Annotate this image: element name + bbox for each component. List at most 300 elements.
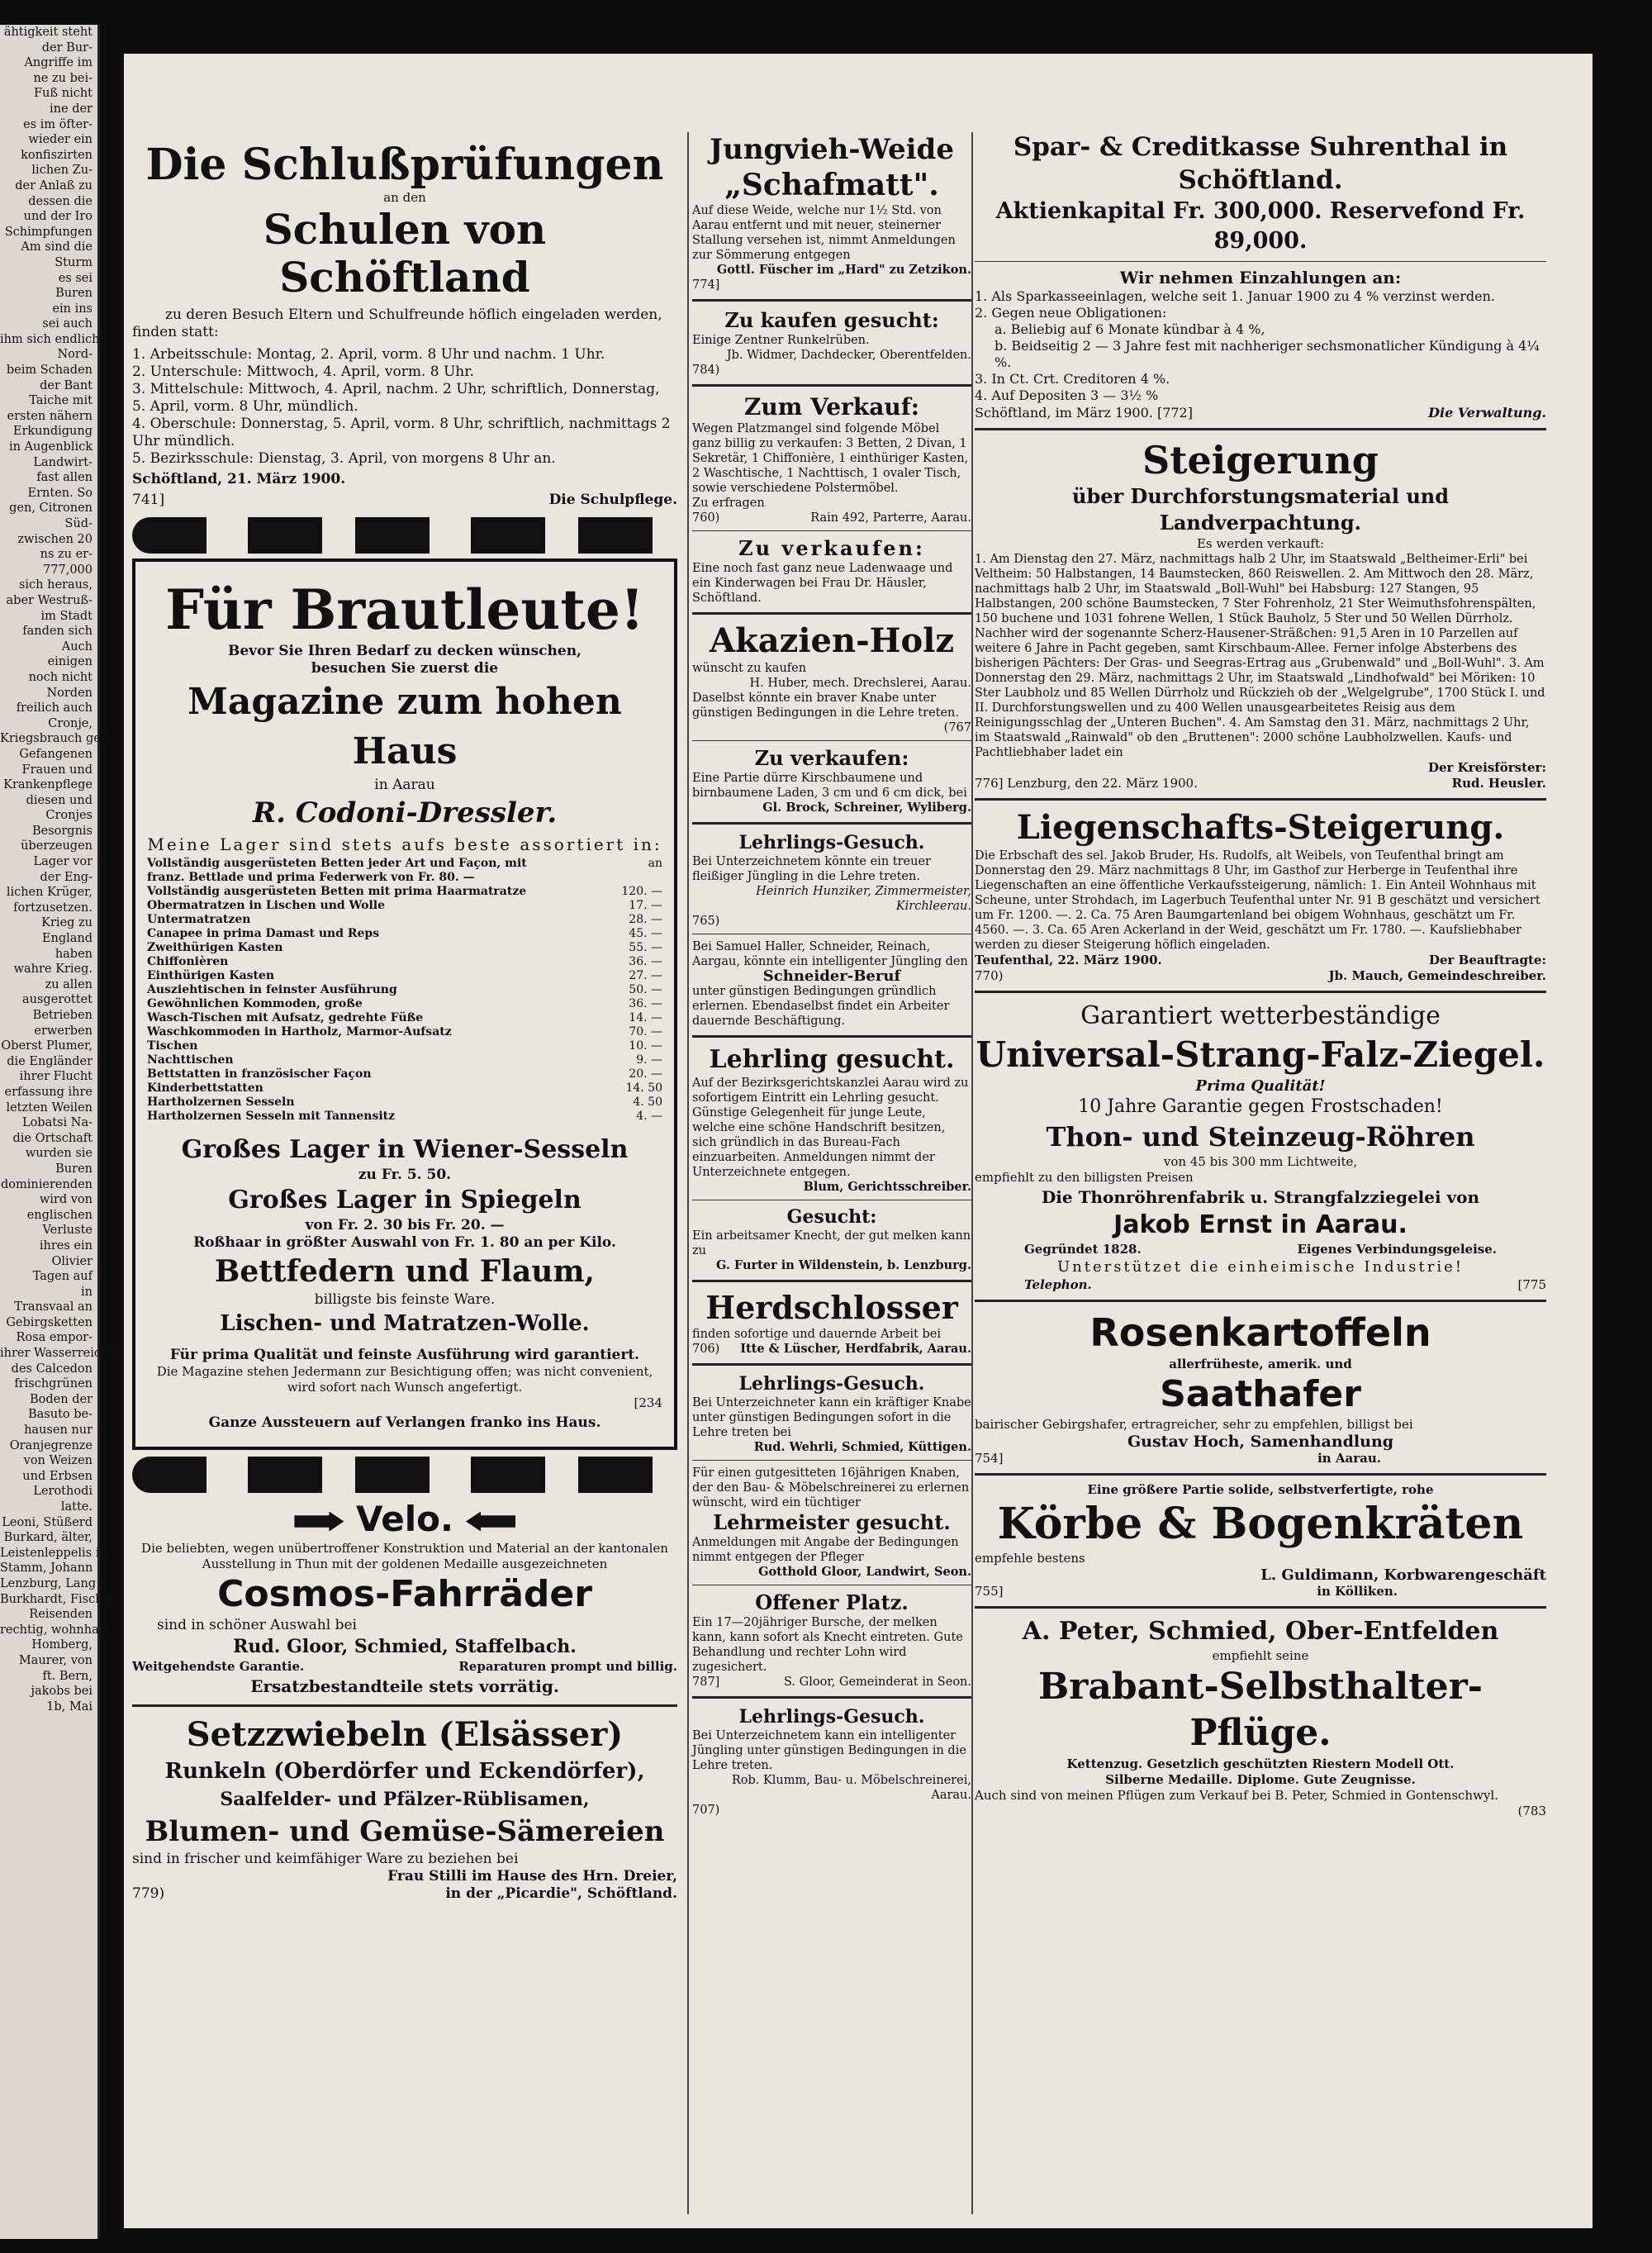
bride-shop: Magazine zum hohen Haus xyxy=(188,681,622,772)
left-strip-line: der Eng- xyxy=(40,870,93,884)
verk1-text: Wegen Platzmangel sind folgende Möbel ganz billig zu verkaufen: 3 Betten, 2 Divan, 1 Sekretär, 1 Chiffonière, 1 einthüriger Kasten, 2 Waschtische, 1 Nachttisch, 1 ovaler Tisch, sowie verschiedene Polstermöbel. xyxy=(692,422,969,495)
left-strip-line: ihrer Flucht xyxy=(19,1070,93,1084)
bank-ad xyxy=(975,131,1546,421)
price-row xyxy=(147,941,662,955)
velo-repair: Reparaturen prompt und billig. xyxy=(458,1659,677,1674)
herd-text: finden sofortige und dauernde Arbeit bei xyxy=(692,1328,941,1341)
bride-wiener: Großes Lager in Wiener-Sesseln xyxy=(181,1135,629,1164)
price-row xyxy=(147,1110,662,1124)
left-strip-line: Schimpfungen xyxy=(4,225,93,239)
pointing-hand-icon xyxy=(294,1512,344,1532)
verk2-title: Zu verkaufen: xyxy=(738,536,925,560)
bride-num: [234 xyxy=(634,1395,662,1410)
left-strip-line: Fuß nicht xyxy=(34,87,93,101)
liegenschaft-title: Liegenschafts-Steigerung. xyxy=(1016,808,1505,847)
bank-item: a. Beliebig auf 6 Monate kündbar à 4 %, xyxy=(995,321,1265,337)
price-value: 55. — xyxy=(629,941,662,954)
left-strip-line: hausen nur xyxy=(24,1424,93,1438)
left-strip-line: Lerothodi xyxy=(33,1485,93,1499)
left-strip-line: sich heraus, xyxy=(18,578,93,592)
bride-stock: Meine Lager sind stets aufs beste assortiert in: xyxy=(147,834,662,854)
velo-sold: sind in schöner Auswahl bei xyxy=(157,1617,357,1633)
verk3-title: Zu verkaufen: xyxy=(754,746,909,770)
kartoffel-title2: Saathafer xyxy=(1160,1373,1361,1415)
verk3-sign: Gl. Brock, Schreiner, Wyliberg. xyxy=(762,801,971,815)
exam-subtitle: Schulen von Schöftland xyxy=(263,205,547,302)
steigerung-subtitle: über Durchforstungsmaterial und Landverpachtung. xyxy=(1072,484,1449,535)
price-row xyxy=(147,997,662,1011)
bank-item: 4. Auf Depositen 3 — 3½ % xyxy=(975,387,1159,403)
price-value: an xyxy=(648,857,662,870)
left-strip-line: und Erbsen xyxy=(22,1469,93,1483)
velo-title: Velo. xyxy=(356,1499,453,1539)
left-strip-line: ihm sich endlich xyxy=(0,332,100,346)
left-strip-line: Burkhardt, Fischer, xyxy=(0,1592,119,1606)
left-strip-line: erfassung ihre xyxy=(4,1085,93,1099)
left-strip-line: Basuto be- xyxy=(27,1408,93,1422)
velo-ad xyxy=(132,1498,677,1698)
left-strip-line: Sturm xyxy=(55,255,93,269)
velo-brand: Cosmos-Fahrräder xyxy=(217,1573,592,1615)
ziegel-prima: Prima Qualität! xyxy=(1195,1077,1326,1095)
price-item: Gewöhnlichen Kommoden, große xyxy=(147,997,363,1010)
price-item: Einthürigen Kasten xyxy=(147,969,275,982)
steigerung-ad xyxy=(975,437,1546,791)
lehr1-text: Bei Unterzeichnetem könnte ein treuer fleißiger Jüngling in die Lehre treten. xyxy=(692,855,931,883)
bride-wiener-price: zu Fr. 5. 50. xyxy=(358,1167,452,1183)
bank-sign: Die Verwaltung. xyxy=(1428,405,1546,421)
left-strip-line: die Engländer xyxy=(7,1054,93,1068)
ziegel-guarantee: 10 Jahre Garantie gegen Frostschaden! xyxy=(1078,1096,1443,1117)
left-strip-line: und der Iro xyxy=(23,210,93,224)
price-item: Kinderbettstatten xyxy=(147,1081,263,1095)
left-strip-line: ne zu bei- xyxy=(33,71,93,85)
pfluege-line2: Kettenzug. Gesetzlich geschützten Riestern Modell Ott. xyxy=(1066,1756,1455,1771)
ziegel-line1: Garantiert wetterbeständige xyxy=(1080,1001,1441,1030)
price-value: 50. — xyxy=(629,983,662,996)
left-strip-line: fortzusetzen. xyxy=(13,901,93,915)
verk2-text: Eine noch fast ganz neue Ladenwaage und ein Kinderwagen bei Frau Dr. Häusler, Schöftland. xyxy=(692,562,953,605)
weide-sign: Gottl. Füscher im „Hard" zu Zetzikon. xyxy=(716,263,971,277)
left-strip-line: ine der xyxy=(50,102,93,116)
price-value: 20. — xyxy=(629,1067,662,1081)
price-row xyxy=(147,1025,662,1039)
left-strip-line: die Ortschaft xyxy=(12,1131,93,1145)
left-strip-line: Auch xyxy=(61,639,93,654)
bank-item: 3. In Ct. Crt. Creditoren 4 %. xyxy=(975,371,1170,387)
koerbe-ad xyxy=(975,1482,1546,1599)
velo-text: Die beliebten, wegen unübertroffener Konstruktion und Material an der kantonalen Ausstellung in Thun mit der goldenen Medaille ausgezeichneten xyxy=(141,1541,668,1571)
herd-title: Herdschlosser xyxy=(705,1289,958,1326)
left-strip-line: Landwirt- xyxy=(33,455,93,469)
seeds-line1: Runkeln (Oberdörfer und Eckendörfer), xyxy=(164,1759,645,1784)
verk1-title: Zum Verkauf: xyxy=(743,393,920,421)
platz-text: Ein 17—20jähriger Bursche, der melken kann, kann sofort als Knecht eintreten. Gute Behandlung und rechter Lohn wird zugesichert. xyxy=(692,1616,963,1674)
verk1-num: 760) xyxy=(692,511,720,525)
price-item: Chiffonièren xyxy=(147,955,229,968)
price-item: Hartholzernen Sesseln mit Tannensitz xyxy=(147,1110,396,1123)
left-strip-line: beim Schaden xyxy=(6,364,93,378)
exam-item: 2. Unterschule: Mittwoch, 4. April, vorm. 8 Uhr. xyxy=(132,364,474,380)
bride-open: Die Magazine stehen Jedermann zur Besichtigung offen; was nicht convenient, wird sofort nach Wunsch angefertigt. xyxy=(156,1364,653,1395)
price-row xyxy=(147,927,662,941)
price-row xyxy=(147,1067,662,1081)
verk3-text: Eine Partie dürre Kirschbaumene und birnbaumene Laden, 3 cm und 6 cm dick, bei xyxy=(692,772,967,800)
bride-federn-sub: billigste bis feinste Ware. xyxy=(314,1291,496,1308)
bank-intro: Wir nehmen Einzahlungen an: xyxy=(1119,268,1402,288)
ziegel-num: [775 xyxy=(1517,1277,1546,1292)
left-strip-line: Gebirgsketten xyxy=(6,1315,93,1329)
price-row xyxy=(147,1011,662,1025)
koerbe-title: Körbe & Bogenkräten xyxy=(997,1499,1524,1549)
ziegel-owner: Jakob Ernst in Aarau. xyxy=(1113,1210,1408,1239)
left-strip-line: dominierenden xyxy=(0,1177,93,1191)
bride-rosshaar: Roßhaar in größter Auswahl von Fr. 1. 80 an per Kilo. xyxy=(193,1234,616,1251)
price-row xyxy=(147,983,662,997)
left-strip-line: in Augenblick xyxy=(8,440,93,454)
schneider-text: Bei Samuel Haller, Schneider, Reinach, Aargau, könnte ein intelligenter Jüngling den xyxy=(692,940,968,968)
liegenschaft-office: Der Beauftragte: xyxy=(1428,953,1546,967)
price-row xyxy=(147,913,662,927)
exam-num: 741] xyxy=(132,492,165,508)
ziegel-support: Unterstützet die einheimische Industrie! xyxy=(1057,1258,1464,1276)
ziegel-tel: Telephon. xyxy=(1024,1277,1092,1292)
platz-sign: S. Gloor, Gemeinderat in Seon. xyxy=(784,1675,971,1689)
kartoffel-city: in Aarau. xyxy=(1317,1451,1381,1466)
seeds-title: Setzzwiebeln (Elsässer) xyxy=(186,1715,624,1754)
left-strip-line: zu allen xyxy=(45,977,93,991)
gesucht-text: Ein arbeitsamer Knecht, der gut melken kann zu xyxy=(692,1229,971,1257)
liegenschaft-sign: Jb. Mauch, Gemeindeschreiber. xyxy=(1328,968,1546,983)
left-strip-line: wahre Krieg. xyxy=(13,963,93,977)
price-value: 36. — xyxy=(629,955,662,968)
left-strip-line: der Anlaß zu xyxy=(15,178,93,193)
steigerung-sign: Rud. Heusler. xyxy=(1451,776,1546,791)
gesucht-title: Gesucht: xyxy=(786,1206,877,1228)
left-strip-line: Boden der xyxy=(30,1392,93,1406)
gesucht-sign: G. Furter in Wildenstein, b. Lenzburg. xyxy=(715,1258,971,1272)
price-item: Untermatratzen xyxy=(147,913,251,926)
left-strip-line: latte. xyxy=(60,1500,93,1514)
left-strip-line: Leoni, Stüßerd xyxy=(2,1515,93,1529)
lehr2-title: Lehrlings-Gesuch. xyxy=(738,1373,925,1395)
lehrling-text: Auf der Bezirksgerichtskanzlei Aarau wird zu sofortigem Eintritt ein Lehrling gesucht. Günstige Gelegenheit für junge Leute, welche eine schöne Handschrift besitzen, sich gründlich in das Bureau-Fach einzuarbeiten. Anmeldungen nimmt der Unterzeichnete entgegen. xyxy=(692,1077,969,1179)
left-page-strip xyxy=(0,25,124,2239)
kartoffel-line1: allerfrüheste, amerik. und xyxy=(1169,1357,1352,1371)
price-item: Zweithürigen Kasten xyxy=(147,941,283,954)
ziegel-ad xyxy=(975,1000,1546,1293)
bride-wolle: Lischen- und Matratzen-Wolle. xyxy=(220,1311,590,1336)
ornament-divider xyxy=(132,1457,677,1493)
left-strip-line: Homberg, xyxy=(31,1638,93,1652)
exam-place-date: Schöftland, 21. März 1900. xyxy=(132,471,346,487)
price-value: 9. — xyxy=(636,1053,662,1067)
platz-num: 787] xyxy=(692,1675,720,1689)
column-1 xyxy=(132,124,677,1903)
lehrling-title: Lehrling gesucht. xyxy=(709,1045,955,1074)
velo-seller: Rud. Gloor, Schmied, Staffelbach. xyxy=(233,1636,577,1657)
left-strip-line: überzeugen xyxy=(21,839,93,853)
lehr3-num: 707) xyxy=(692,1804,720,1817)
left-strip-line: ihrer Wasserreichen xyxy=(0,1347,124,1361)
liegenschaft-place-date: Teufenthal, 22. März 1900. xyxy=(975,953,1162,967)
bride-spiegel: Großes Lager in Spiegeln xyxy=(228,1186,582,1214)
akazie-text2: Daselbst könnte ein braver Knabe unter günstigen Bedingungen in die Lehre treten. xyxy=(692,692,960,720)
exam-item: 5. Bezirksschule: Dienstag, 3. April, von morgens 8 Uhr an. xyxy=(132,450,556,467)
kartoffel-ad xyxy=(975,1309,1546,1466)
price-item: Vollständig ausgerüsteten Betten mit prima Haarmatratze xyxy=(147,885,527,898)
koerbe-city: in Kölliken. xyxy=(1317,1584,1398,1599)
left-strip-line: freilich auch xyxy=(16,701,93,715)
bank-place-date: Schöftland, im März 1900. xyxy=(975,405,1153,421)
bank-item: 1. Als Sparkasseeinlagen, welche seit 1. Januar 1900 zu 4 % verzinst werden. xyxy=(975,288,1495,304)
left-strip-line: Betrieben xyxy=(32,1009,93,1022)
exam-item: 1. Arbeitsschule: Montag, 2. April, vorm. 8 Uhr und nachm. 1 Uhr. xyxy=(132,346,605,363)
left-strip-line: einigen xyxy=(47,655,93,669)
price-value: 45. — xyxy=(629,927,662,940)
left-strip-line: Cronje, xyxy=(48,716,93,730)
bride-city: in Aarau xyxy=(374,777,435,793)
left-strip-line: Lager vor xyxy=(33,855,93,869)
pfluege-line4: Auch sind von meinen Pflügen zum Verkauf bei B. Peter, Schmied in Gontenschwyl. xyxy=(975,1788,1498,1803)
exam-notice xyxy=(132,140,677,509)
left-strip-line: wird von xyxy=(39,1193,93,1207)
left-strip-line: Besorgnis xyxy=(31,824,93,838)
left-strip-line: des Calcedon xyxy=(11,1362,93,1376)
bank-item: b. Beidseitig 2 — 3 Jahre fest mit nachheriger sechsmonatlicher Kündigung à 4¼ %. xyxy=(995,338,1540,370)
left-strip-line: es im öfter- xyxy=(23,117,93,131)
price-value: 70. — xyxy=(629,1025,662,1039)
verk1-ask: Zu erfragen xyxy=(692,497,765,510)
price-row xyxy=(147,969,662,983)
kartoffel-num: 754] xyxy=(975,1451,1004,1466)
platz-title: Offener Platz. xyxy=(755,1590,909,1614)
left-strip-line: Reisenden xyxy=(29,1608,93,1622)
price-value: 120. — xyxy=(621,885,662,898)
price-item: Ausziehtischen in feinster Ausführung xyxy=(147,983,397,996)
lehr1-num: 765) xyxy=(692,915,720,928)
price-row xyxy=(147,885,662,899)
schneider-text2: unter günstigen Bedingungen gründlich erlernen. Ebendaselbst findet ein Arbeiter dauernde Beschäftigung. xyxy=(692,985,950,1028)
left-strip-line: Kriegsbrauch ge- xyxy=(0,732,105,746)
bride-guarantee: Für prima Qualität und feinste Ausführung wird garantiert. xyxy=(169,1347,640,1363)
pfluege-title: Brabant-Selbsthalter-Pflüge. xyxy=(1037,1666,1483,1754)
weide-text: Auf diese Weide, welche nur 1½ Std. von Aarau entfernt und mit neuer, steinerner Stallung versehen ist, nimmt Anmeldungen zur Sömmerung entgegen xyxy=(692,204,956,262)
price-row xyxy=(147,1096,662,1110)
bride-title: Für Brautleute! xyxy=(165,578,644,642)
left-strip-line: gen, Citronen xyxy=(9,501,93,516)
exam-item: 3. Mittelschule: Mittwoch, 4. April, nachm. 2 Uhr, schriftlich, Donnerstag, 5. April, vorm. 8 Uhr, mündlich. xyxy=(132,381,660,415)
left-strip-line: Olivier xyxy=(51,1254,93,1268)
seeds-line4: sind in frischer und keimfähiger Ware zu beziehen bei xyxy=(132,1851,519,1867)
left-strip-line: Lenzburg, Lang xyxy=(0,1576,97,1590)
akazie-sign: H. Huber, mech. Drechslerei, Aarau. xyxy=(749,677,971,690)
price-value: 4. — xyxy=(636,1110,662,1123)
left-strip-line: rechtig, wohnhaft xyxy=(0,1623,108,1637)
left-strip-line: frischgrünen xyxy=(14,1377,93,1391)
exam-title: Die Schlußprüfungen xyxy=(145,140,664,190)
column-2 xyxy=(692,132,971,1818)
left-strip-line: Stamm, Johann xyxy=(0,1561,93,1576)
price-row xyxy=(147,1053,662,1067)
left-strip-line: Ernten. So xyxy=(27,486,93,500)
left-strip-line: Buren xyxy=(55,1162,93,1176)
akazie-num: (767 xyxy=(943,721,971,734)
left-strip-line: Nord- xyxy=(57,348,93,362)
steigerung-text: 1. Am Dienstag den 27. März, nachmittags halb 2 Uhr, im Staatswald „Beltheimer-Erli" bei Veltheim: 50 Halbstangen, 14 Baumstecken, 860 Reiswellen. 2. Am Mittwoch den 28. März, nachmittags halb 2 Uhr, im Staatswald „Boll-Wuhl" bei Habsburg: 127 Stangen, 95 Halbstangen, 200 schöne Baumstecken, 7 Ster Fohrenholz, 21 Ster Weimuthsfohrenspälten, 150 buchene und 1031 fohrene Wellen, 1 Stück Bauholz, 5 Ster und 50 Wellen Dürrholz. Nachher wird der sogenannte Scherz-Hausener-Sträßchen: 91,5 Aren in 10 Parzellen auf weitere 6 Jahre in Pacht gegeben, samt Kirschbaum-Allee. Ferner infolge Absterbens des bisherigen Pächters: Der Gras- und Seegras-Ertrag aus „Grubenwald" und „Boll-Wuhl". 3. Am Donnerstag den 29. März, nachmittags 2 Uhr, im Staatswald „Lindhofwald" bei Möriken: 10 Ster Laubholz und 85 Wellen Dürrholz und Rückzieh ob der „Welgelgrube", 1700 Stück I. und II. Durchforstungswellen und zu 400 Wellen unausgearbeitetes Reisig aus dem Reinigungsschlag der „Unteren Buchen". 4. Am Samstag den 31. März, nachmittags 2 Uhr, im Staatswald „Rainwald" ob den „Bruttenen": 2000 schöne Laubholzwellen. Kaufs- und Pachtliebhaber ladet ein xyxy=(975,553,1545,759)
ziegel-size: von 45 bis 300 mm Lichtweite, xyxy=(1163,1154,1358,1169)
left-strip-line: diesen und xyxy=(26,793,93,807)
pfluege-seller: A. Peter, Schmied, Ober-Entfelden xyxy=(1022,1617,1499,1646)
seeds-seller: Frau Stilli im Hause des Hrn. Dreier, xyxy=(387,1868,677,1885)
left-strip-line: wurden sie xyxy=(25,1147,93,1161)
steigerung-title: Steigerung xyxy=(1142,438,1379,482)
exam-intro: zu deren Besuch Eltern und Schulfreunde höflich eingeladen werden, finden statt: xyxy=(132,307,662,340)
left-strip-line: wieder ein xyxy=(28,133,93,147)
steigerung-place-date: Lenzburg, den 22. März 1900. xyxy=(1007,776,1198,791)
column-divider xyxy=(971,132,973,2214)
pfluege-line1: empfiehlt seine xyxy=(1212,1648,1309,1663)
akazie-title: Akazien-Holz xyxy=(709,621,955,660)
left-strip-line: es sei xyxy=(58,271,93,285)
ziegel-rail: Eigenes Verbindungsgeleise. xyxy=(1297,1242,1497,1257)
left-strip-line: Frauen und xyxy=(21,763,93,777)
price-item: Wasch-Tischen mit Aufsatz, gedrehte Füße xyxy=(147,1011,424,1024)
left-strip-line: 1b, Mai xyxy=(46,1699,93,1714)
price-row xyxy=(147,857,662,885)
left-strip-line: ausgerottet xyxy=(21,993,93,1007)
bank-capital: Aktienkapital Fr. 300,000. Reservefond Fr. 89,000. xyxy=(995,198,1526,254)
left-strip-line: Taiche mit xyxy=(29,394,93,408)
left-strip-line: ein ins xyxy=(52,302,93,316)
pfluege-num: (783 xyxy=(1517,1804,1546,1818)
left-strip-line: Am sind die xyxy=(21,240,93,254)
liegenschaft-text: Die Erbschaft des sel. Jakob Bruder, Hs. Rudolfs, alt Weibels, von Teufenthal bringt am Donnerstag den 29. März nachmittags 8 Uhr, im Gasthof zur Herberge in Teufenthal ihre Liegenschaften an eine öffentliche Verkaufssteigerung, nämlich: 1. Ein Anteil Wohnhaus mit Scheune, unter Strohdach, im Lagerbuch Teufenthal unter Nr. 91 B geschätzt und versichert um Fr. 1200. —. 2. Ca. 75 Aren Baumgartenland bei obigem Wohnhaus, geschätzt um Fr. 4560. —. 3. Ca. 65 Aren Ackerland in der Weid, geschätzt um Fr. 1780. —. Kaufsliebhaber werden zu dieser Steigerung höflich eingeladen. xyxy=(975,849,1540,952)
lehr3-title: Lehrlings-Gesuch. xyxy=(738,1706,925,1728)
price-item: Obermatratzen in Lischen und Wolle xyxy=(147,899,386,912)
left-strip-line: Verluste xyxy=(42,1224,93,1238)
price-row xyxy=(147,1081,662,1096)
lehrling-sign: Blum, Gerichtsschreiber. xyxy=(803,1180,971,1194)
kartoffel-title: Rosenkartoffeln xyxy=(1089,1310,1431,1355)
verk1-addr: Rain 492, Parterre, Aarau. xyxy=(810,511,971,525)
left-strip-line: englischen xyxy=(26,1208,93,1222)
left-strip-line: der Bur- xyxy=(41,40,93,55)
price-row xyxy=(147,899,662,913)
left-strip-line: Angriffe im xyxy=(24,56,93,70)
bank-num: [772] xyxy=(1156,405,1193,421)
left-strip-line: im Stadt xyxy=(40,609,93,623)
lehr1-sign: Heinrich Hunziker, Zimmermeister, Kirchleerau. xyxy=(756,885,971,913)
left-strip-line: ns zu er- xyxy=(40,548,93,562)
left-strip-line: fanden sich xyxy=(22,625,93,639)
lehr1-title: Lehrlings-Gesuch. xyxy=(738,832,925,853)
seeds-line2: Saalfelder- und Pfälzer-Rüblisamen, xyxy=(220,1789,590,1810)
seeds-num: 779) xyxy=(132,1885,165,1902)
pfluege-line3: Silberne Medaille. Diplome. Gute Zeugnisse. xyxy=(1105,1772,1416,1787)
left-strip-line: ft. Bern, xyxy=(42,1669,93,1683)
left-strip-line: Rosa empor- xyxy=(16,1331,93,1345)
bank-title: Spar- & Creditkasse Suhrenthal in Schöftland. xyxy=(1013,132,1508,195)
left-strip-line: lichen Zu- xyxy=(31,164,93,178)
left-strip-line: dessen die xyxy=(28,194,93,208)
left-strip-line: fast allen xyxy=(36,471,93,485)
left-strip-line: aber Westruß- xyxy=(6,593,93,607)
left-strip-line: Buren xyxy=(55,287,93,301)
price-value: 27. — xyxy=(629,969,662,982)
velo-parts: Ersatzbestandteile stets vorrätig. xyxy=(250,1676,559,1696)
left-strip-line: letzten Weilen xyxy=(6,1100,93,1115)
bank-item: 2. Gegen neue Obligationen: xyxy=(975,305,1167,321)
meister-title: Lehrmeister gesucht. xyxy=(713,1510,951,1534)
column-3 xyxy=(975,131,1546,1819)
exam-list xyxy=(132,346,677,468)
left-strip-line: von Weizen xyxy=(23,1454,93,1468)
kaufen-text: Einige Zentner Runkelrüben. xyxy=(692,334,870,347)
price-item: Waschkommoden in Hartholz, Marmor-Aufsatz xyxy=(147,1025,452,1039)
left-strip-line: Oranjegrenze xyxy=(9,1438,93,1452)
kartoffel-text: bairischer Gebirgshafer, ertragreicher, sehr zu empfehlen, billigst bei xyxy=(975,1417,1413,1432)
ziegel-company: Die Thonröhrenfabrik u. Strangfalzziegelei von xyxy=(1041,1187,1480,1207)
left-strip-line: der Bant xyxy=(40,378,93,392)
price-item: Hartholzernen Sesseln xyxy=(147,1096,295,1109)
left-strip-line: Krankenpflege xyxy=(3,778,93,792)
steigerung-intro: Es werden verkauft: xyxy=(1196,536,1325,551)
price-value: 10. — xyxy=(629,1039,662,1053)
left-strip-line: England xyxy=(41,932,93,946)
pointing-hand-icon xyxy=(466,1512,515,1532)
left-strip-line: Transvaal an xyxy=(14,1300,93,1314)
left-strip-line: sei auch xyxy=(42,317,93,331)
herd-sign: Itte & Lüscher, Herdfabrik, Aarau. xyxy=(740,1342,971,1356)
steigerung-office: Der Kreisförster: xyxy=(1427,760,1546,775)
exam-an-den: an den xyxy=(383,190,426,205)
price-value: 14. — xyxy=(629,1011,662,1024)
left-strip-line: Burkard, älter, xyxy=(3,1531,93,1545)
kaufen-title: Zu kaufen gesucht: xyxy=(724,308,939,332)
bride-line1: Bevor Sie Ihren Bedarf zu decken wünschen, xyxy=(228,643,582,659)
price-row xyxy=(147,1039,662,1053)
lehr3-sign: Rob. Klumm, Bau- u. Möbelschreinerei, Aarau. xyxy=(731,1774,971,1802)
price-value: 28. — xyxy=(629,913,662,926)
left-strip-line: ersten nähern xyxy=(7,409,93,423)
price-value: 36. — xyxy=(629,997,662,1010)
ziegel-offer: empfiehlt zu den billigsten Preisen xyxy=(975,1170,1194,1185)
kaufen-sign: Jb. Widmer, Dachdecker, Oberentfelden. xyxy=(726,349,971,362)
bride-federn: Bettfedern und Flaum, xyxy=(214,1254,596,1289)
exam-sign: Die Schulpflege. xyxy=(548,492,677,508)
left-strip-line: konfiszirten xyxy=(21,148,93,162)
steigerung-num: 776] xyxy=(975,776,1004,791)
ziegel-title: Universal-Strang-Falz-Ziegel. xyxy=(976,1034,1545,1075)
liegenschaft-num: 770) xyxy=(975,968,1004,983)
left-strip-line: Süd- xyxy=(64,517,93,530)
price-item: Bettstatten in französischer Façon xyxy=(147,1067,372,1081)
lehr2-text: Bei Unterzeichneter kann ein kräftiger Knabe unter günstigen Bedingungen sofort in die Lehre treten bei xyxy=(692,1396,971,1439)
liegenschaft-ad xyxy=(975,807,1546,984)
bride-owner: R. Codoni-Dressler. xyxy=(252,796,558,829)
bride-ad xyxy=(132,558,677,1450)
price-row xyxy=(147,955,662,969)
left-strip-line: Maurer, von xyxy=(18,1653,93,1667)
weide-name: „Schafmatt". xyxy=(724,168,939,202)
ziegel-roehren: Thon- und Steinzeug-Röhren xyxy=(1046,1121,1475,1153)
left-strip-line: Tagen auf xyxy=(32,1270,93,1284)
pfluege-ad xyxy=(975,1615,1546,1819)
akazie-text: wünscht zu kaufen xyxy=(692,662,807,675)
lehr2-sign: Rud. Wehrli, Schmied, Küttigen. xyxy=(753,1440,971,1454)
kaufen-num: 784) xyxy=(692,364,720,377)
